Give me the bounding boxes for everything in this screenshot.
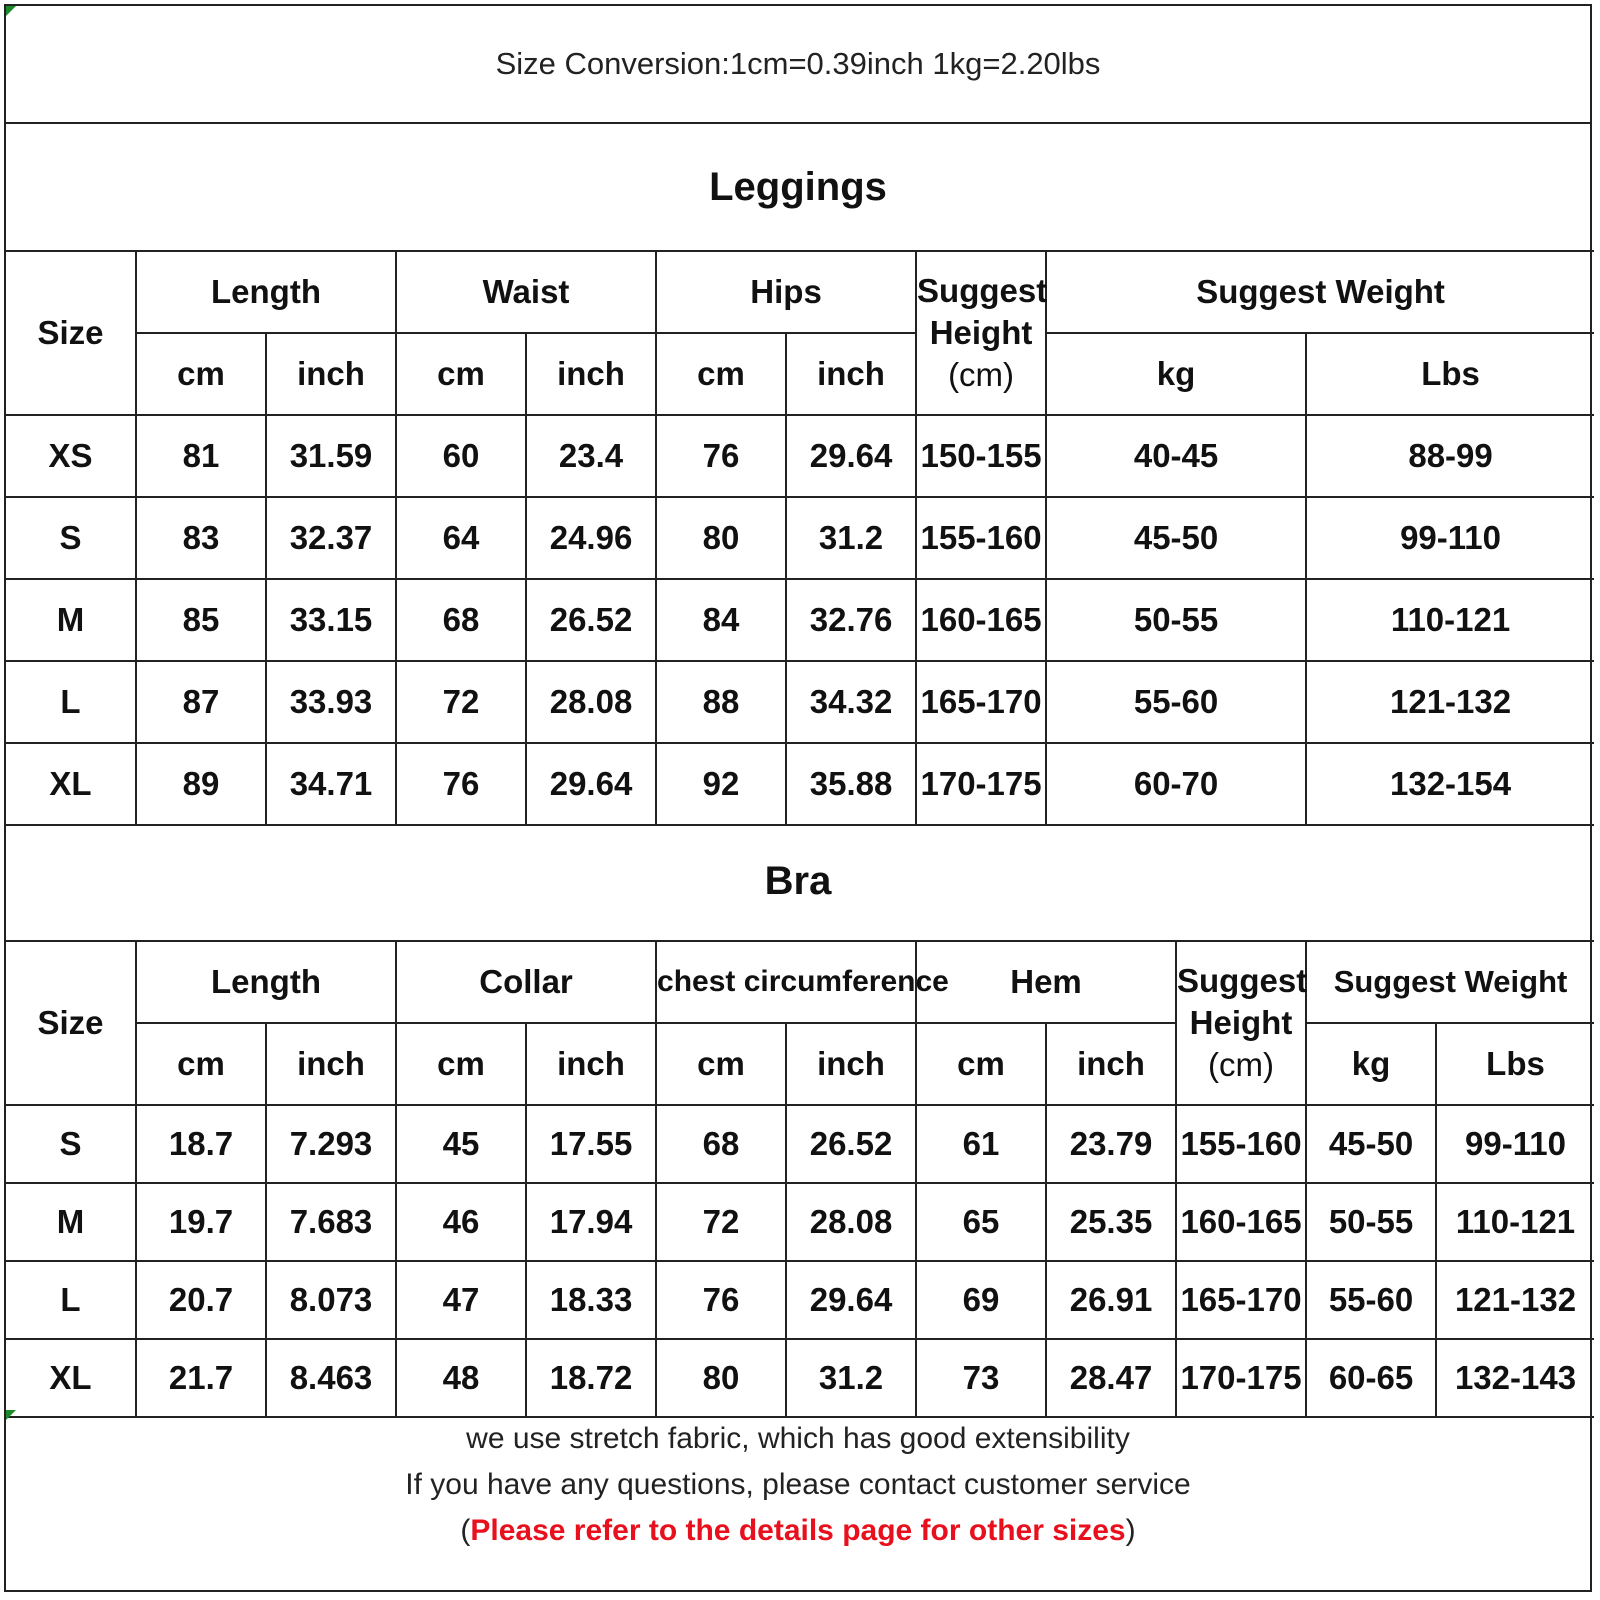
leggings-value-cell: 29.64	[786, 415, 916, 497]
leggings-value-cell: 88	[656, 661, 786, 743]
leggings-sub-length-inch: inch	[266, 333, 396, 415]
bra-value-cell: 18.72	[526, 1339, 656, 1417]
leggings-value-cell: 150-155	[916, 415, 1046, 497]
leggings-value-cell: 24.96	[526, 497, 656, 579]
bra-value-cell: 72	[656, 1183, 786, 1261]
bra-value-cell: 73	[916, 1339, 1046, 1417]
bra-value-cell: 55-60	[1306, 1261, 1436, 1339]
bra-value-cell: 61	[916, 1105, 1046, 1183]
bra-value-cell: 45-50	[1306, 1105, 1436, 1183]
bra-sub-kg: kg	[1306, 1023, 1436, 1105]
leggings-value-cell: 50-55	[1046, 579, 1306, 661]
leggings-value-cell: 132-154	[1306, 743, 1594, 825]
bra-header-chest: chest circumference	[656, 941, 916, 1023]
bra-sub-lbs: Lbs	[1436, 1023, 1594, 1105]
leggings-value-cell: 23.4	[526, 415, 656, 497]
leggings-sub-lbs: Lbs	[1306, 333, 1594, 415]
leggings-row	[6, 415, 1594, 497]
leggings-value-cell: 45-50	[1046, 497, 1306, 579]
leggings-row	[6, 579, 1594, 661]
leggings-value-cell: 85	[136, 579, 266, 661]
bra-value-cell: 21.7	[136, 1339, 266, 1417]
leggings-rows	[6, 415, 1594, 825]
leggings-value-cell: 68	[396, 579, 526, 661]
bra-value-cell: 99-110	[1436, 1105, 1594, 1183]
bra-value-cell: 76	[656, 1261, 786, 1339]
bra-value-cell: 65	[916, 1183, 1046, 1261]
bra-value-cell: 160-165	[1176, 1183, 1306, 1261]
bra-value-cell: 60-65	[1306, 1339, 1436, 1417]
leggings-value-cell: 81	[136, 415, 266, 497]
leggings-value-cell: 64	[396, 497, 526, 579]
bra-value-cell: 45	[396, 1105, 526, 1183]
leggings-header-length: Length	[136, 251, 396, 333]
bra-value-cell: 80	[656, 1339, 786, 1417]
leggings-value-cell: 35.88	[786, 743, 916, 825]
leggings-size-cell: S	[6, 497, 136, 579]
bra-sub-collar-cm: cm	[396, 1023, 526, 1105]
bra-row	[6, 1339, 1594, 1417]
footer-refer-text: Please refer to the details page for other sizes	[470, 1514, 1126, 1547]
leggings-value-cell: 33.93	[266, 661, 396, 743]
bra-header-collar: Collar	[396, 941, 656, 1023]
bra-header-hem: Hem	[916, 941, 1176, 1023]
leggings-value-cell: 28.08	[526, 661, 656, 743]
bra-value-cell: 28.47	[1046, 1339, 1176, 1417]
size-conversion-note: Size Conversion:1cm=0.39inch 1kg=2.20lbs	[6, 6, 1590, 124]
leggings-value-cell: 33.15	[266, 579, 396, 661]
bra-header-height-line1: Suggest	[1177, 962, 1308, 999]
bra-value-cell: 170-175	[1176, 1339, 1306, 1417]
leggings-sub-waist-inch: inch	[526, 333, 656, 415]
leggings-size-cell: M	[6, 579, 136, 661]
bra-header-weight: Suggest Weight	[1306, 941, 1594, 1023]
leggings-header-height-line3: (cm)	[948, 356, 1015, 393]
bra-row	[6, 1183, 1594, 1261]
leggings-value-cell: 34.71	[266, 743, 396, 825]
bra-value-cell: 19.7	[136, 1183, 266, 1261]
leggings-size-cell: XS	[6, 415, 136, 497]
bra-value-cell: 20.7	[136, 1261, 266, 1339]
leggings-value-cell: 60-70	[1046, 743, 1306, 825]
leggings-value-cell: 40-45	[1046, 415, 1306, 497]
bra-value-cell: 132-143	[1436, 1339, 1594, 1417]
leggings-row	[6, 497, 1594, 579]
leggings-table	[6, 250, 1594, 826]
bra-sub-chest-inch: inch	[786, 1023, 916, 1105]
leggings-header-hips: Hips	[656, 251, 916, 333]
bra-value-cell: 50-55	[1306, 1183, 1436, 1261]
leggings-row	[6, 743, 1594, 825]
bra-value-cell: 29.64	[786, 1261, 916, 1339]
bra-header-size: Size	[6, 941, 136, 1105]
footer-notes	[6, 1416, 1590, 1590]
leggings-header-height-line2: Height	[929, 314, 1033, 351]
leggings-value-cell: 110-121	[1306, 579, 1594, 661]
leggings-sub-hips-inch: inch	[786, 333, 916, 415]
bra-value-cell: 165-170	[1176, 1261, 1306, 1339]
leggings-header-height-line1: Suggest	[917, 272, 1048, 309]
bra-value-cell: 28.08	[786, 1183, 916, 1261]
leggings-value-cell: 89	[136, 743, 266, 825]
bra-value-cell: 26.91	[1046, 1261, 1176, 1339]
leggings-value-cell: 76	[396, 743, 526, 825]
leggings-value-cell: 84	[656, 579, 786, 661]
bra-value-cell: 17.94	[526, 1183, 656, 1261]
bra-value-cell: 46	[396, 1183, 526, 1261]
leggings-header-height	[916, 251, 1046, 415]
bra-size-cell: M	[6, 1183, 136, 1261]
leggings-sub-length-cm: cm	[136, 333, 266, 415]
leggings-value-cell: 34.32	[786, 661, 916, 743]
leggings-value-cell: 31.59	[266, 415, 396, 497]
bra-table	[6, 940, 1594, 1418]
bra-value-cell: 18.7	[136, 1105, 266, 1183]
bra-sub-length-cm: cm	[136, 1023, 266, 1105]
leggings-value-cell: 83	[136, 497, 266, 579]
leggings-row	[6, 661, 1594, 743]
footer-paren-close: )	[1125, 1514, 1136, 1547]
bra-value-cell: 7.683	[266, 1183, 396, 1261]
bra-rows	[6, 1105, 1594, 1417]
bra-size-cell: XL	[6, 1339, 136, 1417]
bra-value-cell: 17.55	[526, 1105, 656, 1183]
leggings-value-cell: 155-160	[916, 497, 1046, 579]
bra-sub-collar-inch: inch	[526, 1023, 656, 1105]
leggings-sub-kg: kg	[1046, 333, 1306, 415]
leggings-value-cell: 76	[656, 415, 786, 497]
footer-paren-open: (	[460, 1514, 471, 1547]
leggings-value-cell: 87	[136, 661, 266, 743]
bra-title: Bra	[6, 822, 1590, 942]
bra-sub-hem-inch: inch	[1046, 1023, 1176, 1105]
bra-header-height	[1176, 941, 1306, 1105]
leggings-value-cell: 55-60	[1046, 661, 1306, 743]
bra-row	[6, 1261, 1594, 1339]
leggings-value-cell: 60	[396, 415, 526, 497]
leggings-value-cell: 92	[656, 743, 786, 825]
bra-value-cell: 110-121	[1436, 1183, 1594, 1261]
leggings-title: Leggings	[6, 124, 1590, 252]
bra-value-cell: 69	[916, 1261, 1046, 1339]
leggings-value-cell: 72	[396, 661, 526, 743]
bra-value-cell: 25.35	[1046, 1183, 1176, 1261]
bra-value-cell: 8.073	[266, 1261, 396, 1339]
footer-line-contact: If you have any questions, please contact customer service	[405, 1468, 1191, 1501]
bra-value-cell: 26.52	[786, 1105, 916, 1183]
leggings-value-cell: 160-165	[916, 579, 1046, 661]
leggings-value-cell: 32.76	[786, 579, 916, 661]
leggings-size-cell: XL	[6, 743, 136, 825]
bra-sub-hem-cm: cm	[916, 1023, 1046, 1105]
leggings-value-cell: 88-99	[1306, 415, 1594, 497]
bra-header-height-line3: (cm)	[1208, 1046, 1274, 1083]
size-chart-sheet	[4, 4, 1592, 1592]
leggings-header-weight: Suggest Weight	[1046, 251, 1594, 333]
footer-line-fabric: we use stretch fabric, which has good extensibility	[466, 1422, 1130, 1455]
bra-header-height-line2: Height	[1189, 1004, 1293, 1041]
bra-size-cell: S	[6, 1105, 136, 1183]
bra-value-cell: 8.463	[266, 1339, 396, 1417]
leggings-sub-hips-cm: cm	[656, 333, 786, 415]
leggings-value-cell: 31.2	[786, 497, 916, 579]
leggings-header-size: Size	[6, 251, 136, 415]
leggings-size-cell: L	[6, 661, 136, 743]
bra-value-cell: 121-132	[1436, 1261, 1594, 1339]
footer-line-refer	[6, 1508, 1590, 1554]
leggings-header-waist: Waist	[396, 251, 656, 333]
leggings-value-cell: 165-170	[916, 661, 1046, 743]
leggings-value-cell: 121-132	[1306, 661, 1594, 743]
bra-value-cell: 48	[396, 1339, 526, 1417]
bra-value-cell: 68	[656, 1105, 786, 1183]
leggings-value-cell: 99-110	[1306, 497, 1594, 579]
leggings-value-cell: 29.64	[526, 743, 656, 825]
bra-value-cell: 47	[396, 1261, 526, 1339]
bra-value-cell: 7.293	[266, 1105, 396, 1183]
bra-value-cell: 23.79	[1046, 1105, 1176, 1183]
leggings-value-cell: 26.52	[526, 579, 656, 661]
bra-value-cell: 155-160	[1176, 1105, 1306, 1183]
bra-header-length: Length	[136, 941, 396, 1023]
leggings-value-cell: 80	[656, 497, 786, 579]
bra-size-cell: L	[6, 1261, 136, 1339]
bra-value-cell: 18.33	[526, 1261, 656, 1339]
bra-sub-chest-cm: cm	[656, 1023, 786, 1105]
leggings-sub-waist-cm: cm	[396, 333, 526, 415]
bra-value-cell: 31.2	[786, 1339, 916, 1417]
leggings-value-cell: 170-175	[916, 743, 1046, 825]
bra-row	[6, 1105, 1594, 1183]
bra-sub-length-inch: inch	[266, 1023, 396, 1105]
leggings-value-cell: 32.37	[266, 497, 396, 579]
